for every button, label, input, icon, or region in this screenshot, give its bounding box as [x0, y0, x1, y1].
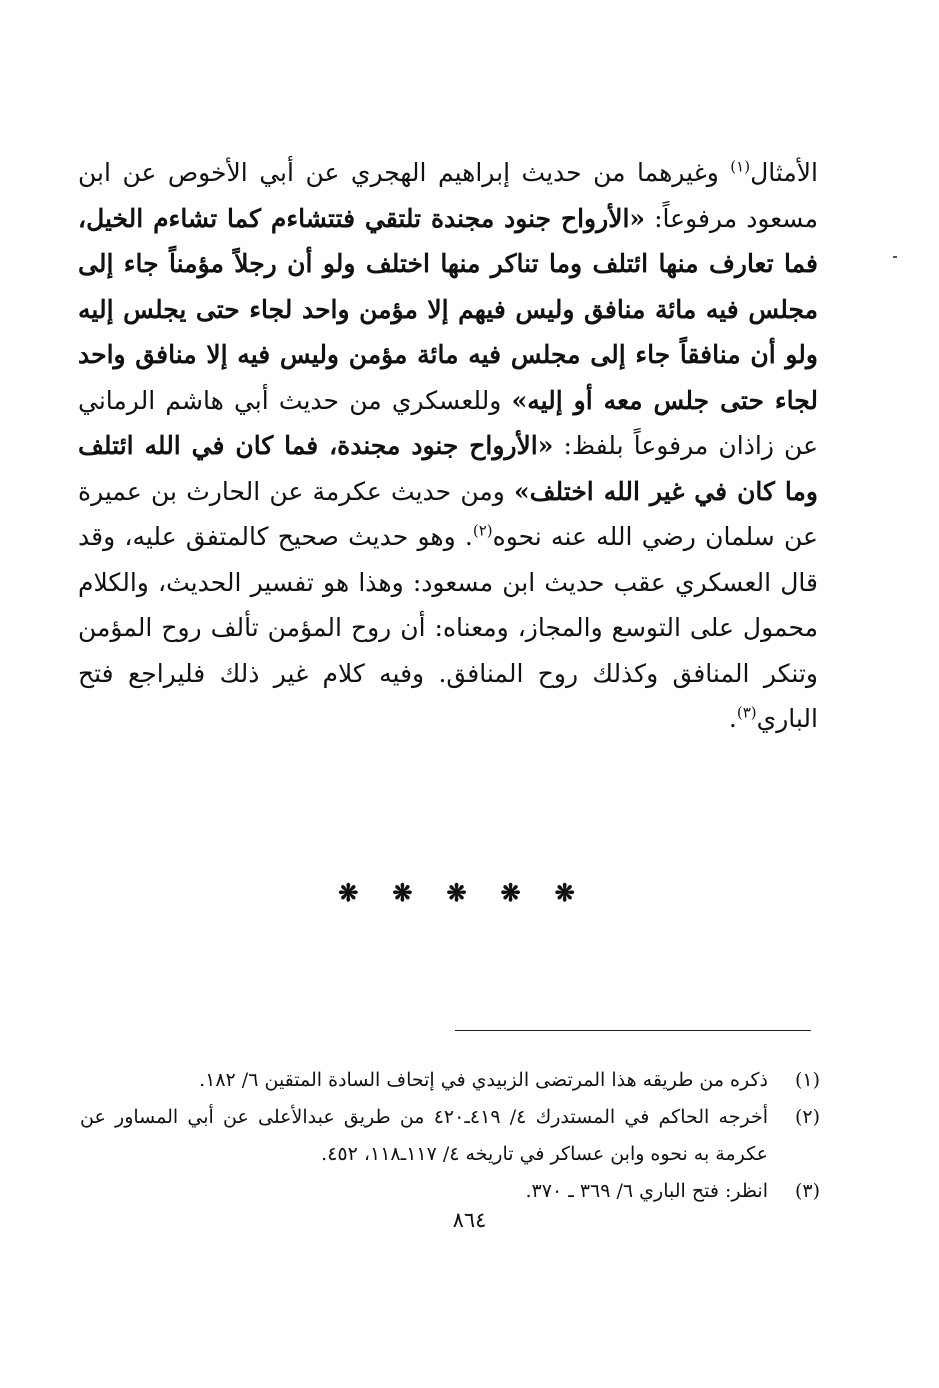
page-number: ٨٦٤: [452, 1208, 487, 1232]
star-ornament-icon: ❋: [392, 878, 439, 907]
section-separator: [0, 878, 939, 907]
footnote-item: [80, 1173, 820, 1210]
footnote-number: (١): [794, 1069, 820, 1091]
hadith-quote-bold: «الأرواح جنود مجندة، فما كان في الله ائتلف وما كان في غير الله اختلف»: [78, 431, 818, 506]
footnote-ref-3: (٣): [736, 703, 757, 722]
footnote-text: ذكره من طريقه هذا المرتضى الزبيدي في إتحاف السادة المتقين ٦/ ١٨٢.: [199, 1069, 768, 1091]
footnote-number: (٣): [794, 1180, 820, 1202]
star-ornament-icon: ❋: [446, 878, 493, 907]
main-body-text: [78, 150, 818, 742]
body-text-segment: . وهو حديث صحيح كالمتفق عليه، وقد قال العسكري عقب حديث ابن مسعود: وهذا هو تفسير الحديث، والكلام محمول على التوسع والمجاز، ومعناه: أن روح المؤمن تألف روح المؤمن وتنكر المنافق وكذلك روح المنافق. وفيه كلام غير ذلك فليراجع فتح الباري: [78, 522, 818, 733]
footnote-text: أخرجه الحاكم في المستدرك ٤/ ٤١٩ـ٤٢٠ من طريق عبدالأعلى عن أبي المساور عن عكرمة به نحوه وابن عساكر في تاريخه ٤/ ١١٧ـ١١٨، ٤٥٢.: [80, 1106, 768, 1165]
body-text-segment: الأمثال: [750, 158, 818, 187]
footnote-divider: [455, 1030, 811, 1031]
margin-mark: [893, 256, 897, 258]
body-text-segment: .: [728, 704, 737, 733]
body-text-segment: وللعسكري من حديث أبي هاشم الرماني عن زاذان مرفوعاً بلفظ:: [78, 385, 818, 460]
footnote-item: [80, 1062, 820, 1099]
footnote-number: (٢): [794, 1106, 820, 1128]
footnotes: [80, 1062, 820, 1210]
star-ornament-icon: ❋: [500, 878, 547, 907]
footnote-ref-1: (١): [730, 157, 751, 176]
footnote-item: [80, 1099, 820, 1173]
star-ornament-icon: ❋: [554, 878, 601, 907]
hadith-quote-bold: «الأرواح جنود مجندة تلتقي فتتشاءم كما تشاءم الخيل، فما تعارف منها ائتلف وما تناكر منها اختلف ولو أن رجلاً مؤمناً جاء إلى مجلس فيه مائة منافق وليس فيهم إلا مؤمن واحد لجاء حتى يجلس إليه ولو أن منافقاً جاء إلى مجلس فيه مائة مؤمن وليس فيه إلا منافق واحد لجاء حتى جلس معه أو إليه»: [78, 203, 818, 415]
star-ornament-icon: ❋: [338, 878, 385, 907]
footnote-ref-2: (٢): [472, 521, 493, 540]
body-text-segment: وغيرهما من حديث إبراهيم الهجري عن أبي الأخوص عن ابن مسعود مرفوعاً:: [78, 158, 818, 233]
footnote-text: انظر: فتح الباري ٦/ ٣٦٩ ـ ٣٧٠.: [525, 1180, 768, 1202]
body-text-segment: ومن حديث عكرمة عن الحارث بن عميرة عن سلمان رضي الله عنه نحوه: [78, 476, 818, 551]
